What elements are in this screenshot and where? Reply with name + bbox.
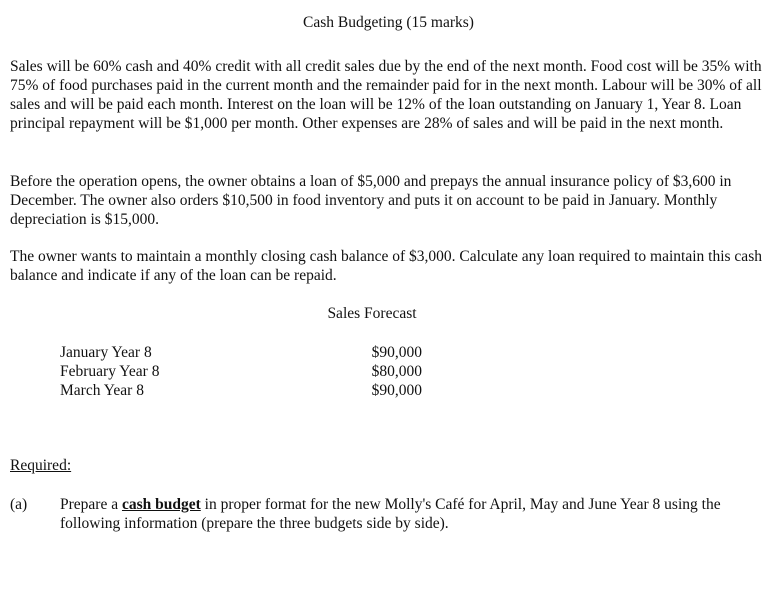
- forecast-row: [60, 343, 422, 362]
- question-text: [60, 495, 770, 533]
- sales-forecast-heading: Sales Forecast: [327, 305, 417, 322]
- forecast-amount: $80,000: [371, 363, 422, 380]
- forecast-amount: $90,000: [371, 344, 422, 361]
- question-emphasis: cash budget: [121, 496, 201, 513]
- forecast-month: February Year 8: [60, 363, 160, 380]
- forecast-row: [60, 381, 422, 400]
- paragraph-sales-assumptions: Sales will be 60% cash and 40% credit with all credit sales due by the end of the next month. Food cost will be 35% with 75% of food purchases paid in the current month and the remainder paid for in the next month. Labour will be 30% of all sales and will be paid each month. Interest on the loan will be 12% of the loan outstanding on January 1, Year 8. Loan principal repayment will be $1,000 per month. Other expenses are 28% of sales and will be paid in the next month.: [10, 58, 762, 132]
- forecast-row: [60, 362, 422, 381]
- forecast-month: January Year 8: [60, 344, 152, 361]
- question-text-before: Prepare a: [60, 496, 122, 513]
- document-title: Cash Budgeting (15 marks): [303, 14, 474, 31]
- paragraph-preopening: Before the operation opens, the owner obtains a loan of $5,000 and prepays the annual insurance policy of $3,600 in December. The owner also orders $10,500 in food inventory and puts it on account to be paid in January. Monthly depreciation is $15,000.: [10, 173, 732, 228]
- sales-forecast-table: [60, 343, 422, 400]
- question-text-after: in proper format for the new Molly's Café for April, May and June Year 8 using the following information (prepare the three budgets side by side).: [60, 496, 721, 532]
- required-heading: Required:: [10, 457, 72, 474]
- forecast-month: March Year 8: [60, 382, 144, 399]
- question-a: [10, 495, 770, 533]
- forecast-amount: $90,000: [371, 382, 422, 399]
- question-label: (a): [10, 496, 28, 513]
- paragraph-cash-balance: The owner wants to maintain a monthly closing cash balance of $3,000. Calculate any loan required to maintain this cash balance and indicate if any of the loan can be repaid.: [10, 248, 762, 284]
